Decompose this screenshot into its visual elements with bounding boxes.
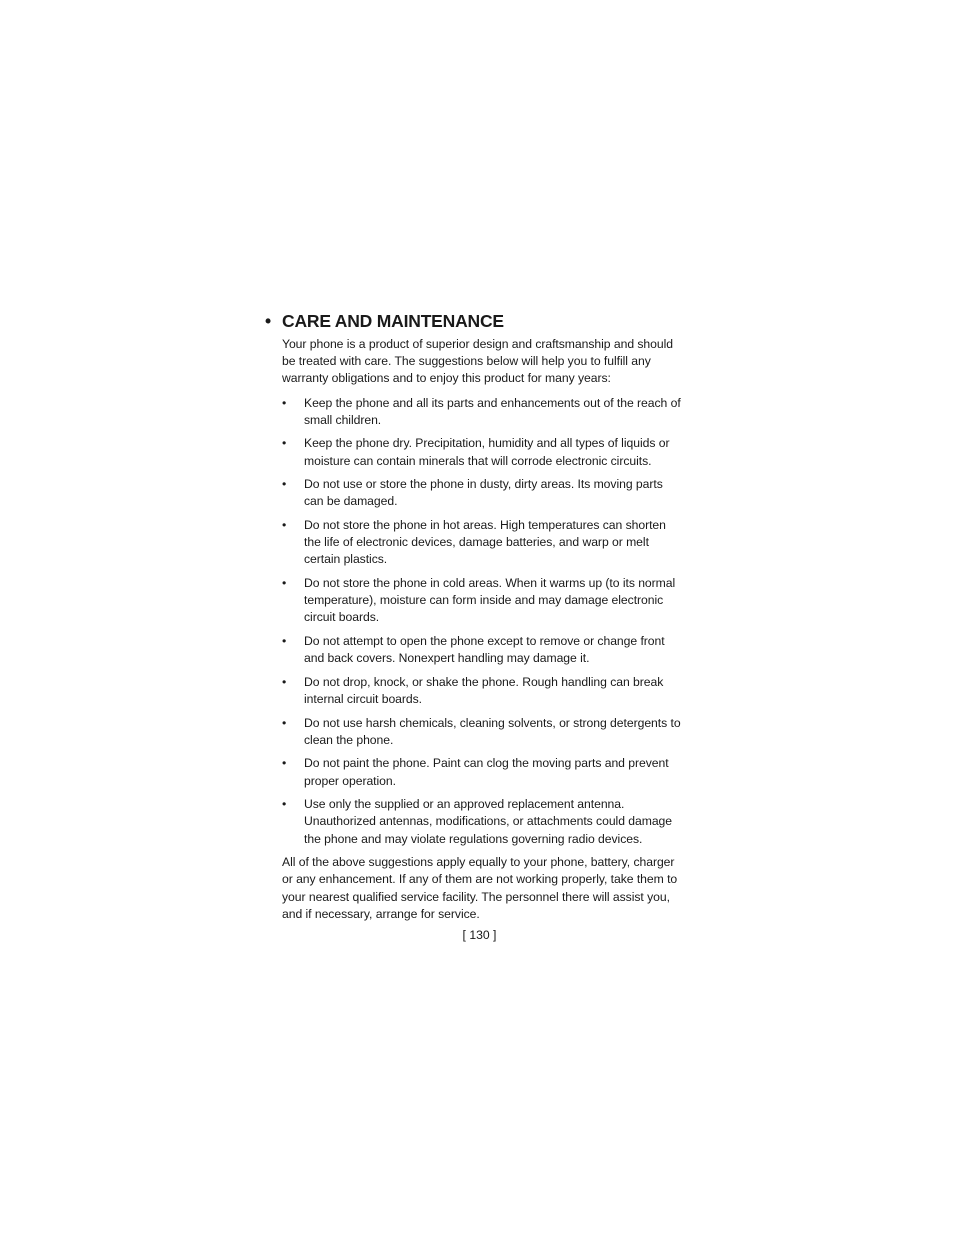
list-item-text: Keep the phone and all its parts and enhancements out of the reach of small children. (304, 395, 681, 427)
list-bullet: • (282, 395, 287, 410)
closing-paragraph: All of the above suggestions apply equally to your phone, battery, charger or any enhancement. If any of them are not working properly, take them to your nearest qualified service facility. The personnel there will assist you, and if necessary, arrange for service. (282, 855, 678, 921)
list-item-text: Do not store the phone in hot areas. High temperatures can shorten the life of electronic devices, damage batteries, and warp or melt certain plastics. (304, 518, 666, 567)
list-item (282, 715, 685, 749)
list-item (282, 755, 685, 789)
list-bullet: • (282, 576, 287, 590)
list-bullet: • (282, 674, 287, 689)
list-item (282, 575, 685, 627)
list-item (282, 517, 685, 569)
list-item-text: Do not drop, knock, or shake the phone. Rough handling can break internal circuit boards. (304, 674, 664, 706)
list-bullet: • (282, 634, 287, 648)
list-bullet: • (282, 797, 287, 812)
list-item-text: Do not attempt to open the phone except to remove or change front and back covers. Nonexpert handling may damage it. (304, 634, 665, 666)
section-heading (265, 310, 685, 332)
list-item-text: Do not use or store the phone in dusty, dirty areas. Its moving parts can be damaged. (304, 477, 663, 509)
list-bullet: • (282, 715, 287, 730)
list-item-text: Use only the supplied or an approved replacement antenna. Unauthorized antennas, modifications, or attachments could damage the phone and may violate regulations governing radio devices. (304, 797, 673, 846)
list-item (282, 435, 685, 469)
list-bullet: • (282, 518, 287, 532)
section-title: CARE AND MAINTENANCE (282, 311, 504, 331)
list-bullet: • (282, 436, 287, 451)
section-body (282, 336, 685, 923)
list-bullet: • (282, 756, 287, 771)
list-item-text: Do not use harsh chemicals, cleaning solvents, or strong detergents to clean the phone. (304, 715, 681, 747)
list-item-text: Keep the phone dry. Precipitation, humidity and all types of liquids or moisture can contain minerals that will corrode electronic circuits. (304, 436, 670, 468)
list-item (282, 674, 685, 708)
intro-paragraph: Your phone is a product of superior design and craftsmanship and should be treated with care. The suggestions below will help you to fulfill any warranty obligations and to enjoy this product for many years: (282, 337, 673, 386)
list-bullet: • (282, 477, 287, 492)
list-item (282, 395, 685, 429)
page-number: [ 130 ] (462, 928, 497, 942)
list-item-text: Do not store the phone in cold areas. When it warms up (to its normal temperature), moisture can form inside and may damage electronic circuit boards. (304, 576, 676, 625)
page-content (265, 310, 685, 923)
list-item-text: Do not paint the phone. Paint can clog the moving parts and prevent proper operation. (304, 756, 669, 788)
heading-bullet: • (265, 311, 271, 331)
list-item (282, 796, 685, 848)
list-item (282, 476, 685, 510)
care-suggestions-list (282, 395, 685, 848)
list-item (282, 633, 685, 667)
